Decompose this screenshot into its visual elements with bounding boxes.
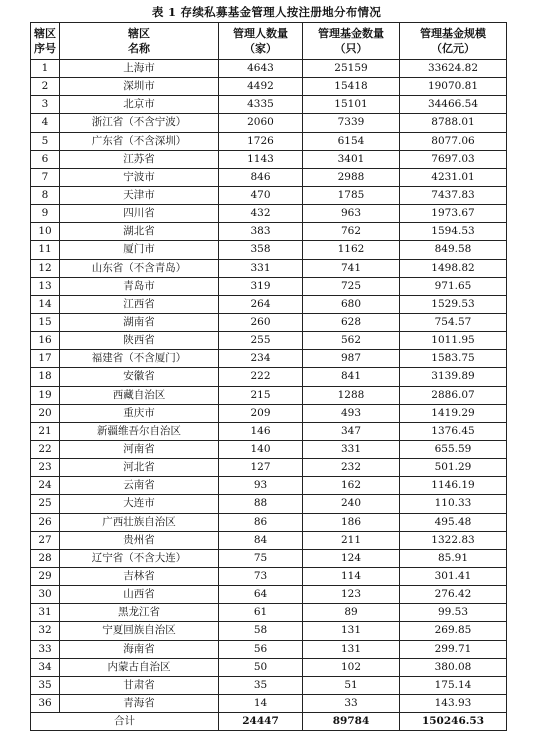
cell-region-no: 32 [31, 622, 60, 640]
cell-region-name: 西藏自治区 [60, 386, 219, 404]
fund-manager-distribution-table [30, 22, 507, 731]
cell-manager-count: 255 [219, 332, 303, 350]
cell-fund-scale: 501.29 [400, 459, 507, 477]
table-row [31, 477, 507, 495]
cell-fund-scale: 2886.07 [400, 386, 507, 404]
cell-fund-scale: 175.14 [400, 676, 507, 694]
cell-manager-count: 1726 [219, 132, 303, 150]
header-fund-scale [400, 23, 507, 60]
cell-region-name: 上海市 [60, 60, 219, 78]
cell-manager-count: 4492 [219, 78, 303, 96]
table-row [31, 404, 507, 422]
table-caption: 表 1 存续私募基金管理人按注册地分布情况 [151, 5, 382, 19]
cell-region-no: 23 [31, 459, 60, 477]
table-row [31, 495, 507, 513]
cell-fund-scale: 8788.01 [400, 114, 507, 132]
table-row [31, 78, 507, 96]
table-row [31, 186, 507, 204]
table-row [31, 150, 507, 168]
cell-fund-count: 841 [303, 368, 400, 386]
cell-manager-count: 234 [219, 350, 303, 368]
cell-fund-scale: 269.85 [400, 622, 507, 640]
cell-region-name: 青海省 [60, 694, 219, 712]
cell-fund-count: 762 [303, 223, 400, 241]
cell-fund-scale: 1322.83 [400, 531, 507, 549]
header-line: 名称 [128, 42, 150, 55]
cell-manager-count: 61 [219, 604, 303, 622]
cell-fund-scale: 7437.83 [400, 186, 507, 204]
cell-fund-scale: 1583.75 [400, 350, 507, 368]
cell-region-name: 江苏省 [60, 150, 219, 168]
table-row [31, 459, 507, 477]
table-row [31, 676, 507, 694]
header-region-name [60, 23, 219, 60]
cell-fund-scale: 143.93 [400, 694, 507, 712]
cell-region-no: 18 [31, 368, 60, 386]
cell-fund-scale: 849.58 [400, 241, 507, 259]
cell-fund-count: 162 [303, 477, 400, 495]
cell-fund-count: 987 [303, 350, 400, 368]
cell-manager-count: 4335 [219, 96, 303, 114]
table-footer [31, 713, 507, 731]
total-funds: 89784 [303, 713, 400, 731]
cell-region-no: 15 [31, 313, 60, 331]
cell-fund-scale: 655.59 [400, 440, 507, 458]
cell-fund-scale: 8077.06 [400, 132, 507, 150]
cell-fund-scale: 1594.53 [400, 223, 507, 241]
cell-region-name: 湖南省 [60, 313, 219, 331]
cell-region-name: 山东省（不含青岛） [60, 259, 219, 277]
cell-region-no: 21 [31, 422, 60, 440]
cell-fund-scale: 301.41 [400, 567, 507, 585]
cell-region-no: 33 [31, 640, 60, 658]
cell-manager-count: 264 [219, 295, 303, 313]
cell-fund-scale: 1973.67 [400, 205, 507, 223]
cell-manager-count: 93 [219, 477, 303, 495]
cell-fund-scale: 380.08 [400, 658, 507, 676]
cell-fund-scale: 3139.89 [400, 368, 507, 386]
header-line: 管理基金数量 [318, 27, 384, 40]
cell-manager-count: 319 [219, 277, 303, 295]
cell-region-no: 27 [31, 531, 60, 549]
cell-fund-count: 1162 [303, 241, 400, 259]
cell-region-no: 8 [31, 186, 60, 204]
table-row [31, 440, 507, 458]
cell-manager-count: 260 [219, 313, 303, 331]
cell-region-name: 深圳市 [60, 78, 219, 96]
cell-region-name: 江西省 [60, 295, 219, 313]
header-line: 辖区 [128, 27, 150, 40]
cell-region-name: 四川省 [60, 205, 219, 223]
cell-manager-count: 215 [219, 386, 303, 404]
cell-region-name: 陕西省 [60, 332, 219, 350]
cell-region-name: 河南省 [60, 440, 219, 458]
cell-fund-count: 15418 [303, 78, 400, 96]
cell-region-name: 山西省 [60, 586, 219, 604]
cell-region-name: 宁波市 [60, 168, 219, 186]
header-line: 管理基金规模 [420, 27, 486, 40]
cell-fund-scale: 754.57 [400, 313, 507, 331]
table-row [31, 205, 507, 223]
cell-region-no: 4 [31, 114, 60, 132]
header-row [31, 23, 507, 60]
header-fund-count [303, 23, 400, 60]
cell-manager-count: 73 [219, 567, 303, 585]
cell-fund-count: 25159 [303, 60, 400, 78]
cell-manager-count: 88 [219, 495, 303, 513]
cell-fund-count: 1785 [303, 186, 400, 204]
cell-fund-count: 6154 [303, 132, 400, 150]
cell-fund-count: 33 [303, 694, 400, 712]
cell-manager-count: 127 [219, 459, 303, 477]
header-manager-count [219, 23, 303, 60]
cell-region-no: 24 [31, 477, 60, 495]
cell-fund-scale: 971.65 [400, 277, 507, 295]
table-row [31, 640, 507, 658]
cell-region-name: 福建省（不含厦门） [60, 350, 219, 368]
cell-region-no: 34 [31, 658, 60, 676]
cell-manager-count: 84 [219, 531, 303, 549]
total-managers: 24447 [219, 713, 303, 731]
cell-fund-count: 123 [303, 586, 400, 604]
cell-manager-count: 35 [219, 676, 303, 694]
cell-region-name: 广东省（不含深圳） [60, 132, 219, 150]
cell-region-name: 内蒙古自治区 [60, 658, 219, 676]
cell-region-name: 重庆市 [60, 404, 219, 422]
cell-manager-count: 383 [219, 223, 303, 241]
cell-manager-count: 64 [219, 586, 303, 604]
cell-fund-count: 131 [303, 622, 400, 640]
table-row [31, 114, 507, 132]
cell-fund-count: 680 [303, 295, 400, 313]
table-row [31, 694, 507, 712]
cell-region-no: 10 [31, 223, 60, 241]
cell-fund-scale: 276.42 [400, 586, 507, 604]
cell-region-no: 2 [31, 78, 60, 96]
cell-region-name: 吉林省 [60, 567, 219, 585]
cell-region-no: 36 [31, 694, 60, 712]
cell-fund-count: 89 [303, 604, 400, 622]
cell-manager-count: 75 [219, 549, 303, 567]
cell-fund-count: 331 [303, 440, 400, 458]
cell-region-no: 14 [31, 295, 60, 313]
cell-manager-count: 222 [219, 368, 303, 386]
cell-fund-scale: 495.48 [400, 513, 507, 531]
header-line: 序号 [34, 42, 56, 55]
cell-region-name: 北京市 [60, 96, 219, 114]
cell-region-no: 9 [31, 205, 60, 223]
cell-fund-scale: 4231.01 [400, 168, 507, 186]
table-row [31, 567, 507, 585]
total-scale: 150246.53 [400, 713, 507, 731]
table-row [31, 60, 507, 78]
cell-manager-count: 86 [219, 513, 303, 531]
cell-manager-count: 2060 [219, 114, 303, 132]
cell-fund-count: 232 [303, 459, 400, 477]
cell-region-no: 5 [31, 132, 60, 150]
cell-fund-count: 124 [303, 549, 400, 567]
cell-fund-scale: 34466.54 [400, 96, 507, 114]
cell-manager-count: 1143 [219, 150, 303, 168]
table-row [31, 531, 507, 549]
cell-manager-count: 209 [219, 404, 303, 422]
cell-fund-scale: 33624.82 [400, 60, 507, 78]
cell-manager-count: 58 [219, 622, 303, 640]
cell-region-no: 16 [31, 332, 60, 350]
table-row [31, 622, 507, 640]
cell-fund-count: 7339 [303, 114, 400, 132]
cell-region-name: 河北省 [60, 459, 219, 477]
cell-region-name: 甘肃省 [60, 676, 219, 694]
cell-fund-scale: 99.53 [400, 604, 507, 622]
cell-region-name: 湖北省 [60, 223, 219, 241]
cell-fund-count: 240 [303, 495, 400, 513]
table-row [31, 96, 507, 114]
cell-region-no: 35 [31, 676, 60, 694]
table-row [31, 368, 507, 386]
table-row [31, 313, 507, 331]
cell-manager-count: 432 [219, 205, 303, 223]
table-row [31, 332, 507, 350]
table-row [31, 604, 507, 622]
cell-manager-count: 358 [219, 241, 303, 259]
cell-region-no: 30 [31, 586, 60, 604]
cell-region-no: 26 [31, 513, 60, 531]
header-line: （家） [244, 42, 277, 55]
cell-region-no: 3 [31, 96, 60, 114]
cell-fund-count: 114 [303, 567, 400, 585]
cell-fund-scale: 1498.82 [400, 259, 507, 277]
header-line: 辖区 [34, 27, 56, 40]
table-header [31, 23, 507, 60]
table-row [31, 168, 507, 186]
cell-fund-count: 15101 [303, 96, 400, 114]
cell-region-name: 贵州省 [60, 531, 219, 549]
table-row [31, 223, 507, 241]
cell-region-name: 辽宁省（不含大连） [60, 549, 219, 567]
table-row [31, 350, 507, 368]
cell-fund-count: 51 [303, 676, 400, 694]
cell-fund-count: 186 [303, 513, 400, 531]
cell-manager-count: 56 [219, 640, 303, 658]
cell-fund-scale: 19070.81 [400, 78, 507, 96]
cell-fund-count: 493 [303, 404, 400, 422]
total-row [31, 713, 507, 731]
cell-region-name: 广西壮族自治区 [60, 513, 219, 531]
cell-region-name: 新疆维吾尔自治区 [60, 422, 219, 440]
cell-fund-scale: 1376.45 [400, 422, 507, 440]
cell-manager-count: 470 [219, 186, 303, 204]
cell-region-name: 青岛市 [60, 277, 219, 295]
cell-region-name: 天津市 [60, 186, 219, 204]
header-line: （亿元） [431, 42, 475, 55]
cell-manager-count: 140 [219, 440, 303, 458]
cell-manager-count: 846 [219, 168, 303, 186]
cell-fund-scale: 1529.53 [400, 295, 507, 313]
table-row [31, 549, 507, 567]
cell-manager-count: 14 [219, 694, 303, 712]
cell-region-name: 浙江省（不含宁波） [60, 114, 219, 132]
cell-fund-scale: 7697.03 [400, 150, 507, 168]
cell-region-no: 22 [31, 440, 60, 458]
cell-region-name: 大连市 [60, 495, 219, 513]
header-region-no [31, 23, 60, 60]
cell-region-no: 17 [31, 350, 60, 368]
cell-manager-count: 50 [219, 658, 303, 676]
cell-manager-count: 146 [219, 422, 303, 440]
total-label: 合计 [31, 713, 219, 731]
cell-region-name: 黑龙江省 [60, 604, 219, 622]
cell-region-no: 29 [31, 567, 60, 585]
cell-fund-scale: 1419.29 [400, 404, 507, 422]
cell-fund-count: 211 [303, 531, 400, 549]
cell-fund-scale: 299.71 [400, 640, 507, 658]
cell-region-no: 1 [31, 60, 60, 78]
cell-fund-count: 628 [303, 313, 400, 331]
table-row [31, 295, 507, 313]
cell-region-no: 31 [31, 604, 60, 622]
table-row [31, 422, 507, 440]
cell-fund-count: 1288 [303, 386, 400, 404]
cell-region-name: 宁夏回族自治区 [60, 622, 219, 640]
cell-region-name: 厦门市 [60, 241, 219, 259]
cell-fund-count: 562 [303, 332, 400, 350]
cell-region-no: 25 [31, 495, 60, 513]
cell-fund-scale: 1011.95 [400, 332, 507, 350]
table-row [31, 132, 507, 150]
cell-region-no: 12 [31, 259, 60, 277]
cell-region-name: 海南省 [60, 640, 219, 658]
cell-fund-scale: 85.91 [400, 549, 507, 567]
cell-fund-count: 963 [303, 205, 400, 223]
cell-fund-count: 347 [303, 422, 400, 440]
cell-region-no: 7 [31, 168, 60, 186]
table-row [31, 277, 507, 295]
table-row [31, 658, 507, 676]
cell-region-no: 11 [31, 241, 60, 259]
table-row [31, 586, 507, 604]
cell-fund-count: 131 [303, 640, 400, 658]
table-row [31, 259, 507, 277]
cell-manager-count: 4643 [219, 60, 303, 78]
cell-fund-count: 3401 [303, 150, 400, 168]
cell-fund-count: 2988 [303, 168, 400, 186]
cell-region-name: 安徽省 [60, 368, 219, 386]
cell-fund-count: 741 [303, 259, 400, 277]
header-line: （只） [334, 42, 368, 55]
cell-region-name: 云南省 [60, 477, 219, 495]
cell-region-no: 19 [31, 386, 60, 404]
table-row [31, 386, 507, 404]
cell-fund-scale: 110.33 [400, 495, 507, 513]
table-row [31, 241, 507, 259]
cell-fund-count: 725 [303, 277, 400, 295]
cell-region-no: 6 [31, 150, 60, 168]
table-body [31, 60, 507, 713]
table-row [31, 513, 507, 531]
cell-fund-count: 102 [303, 658, 400, 676]
cell-region-no: 20 [31, 404, 60, 422]
cell-manager-count: 331 [219, 259, 303, 277]
cell-region-no: 13 [31, 277, 60, 295]
header-line: 管理人数量 [233, 27, 288, 40]
cell-fund-scale: 1146.19 [400, 477, 507, 495]
cell-region-no: 28 [31, 549, 60, 567]
